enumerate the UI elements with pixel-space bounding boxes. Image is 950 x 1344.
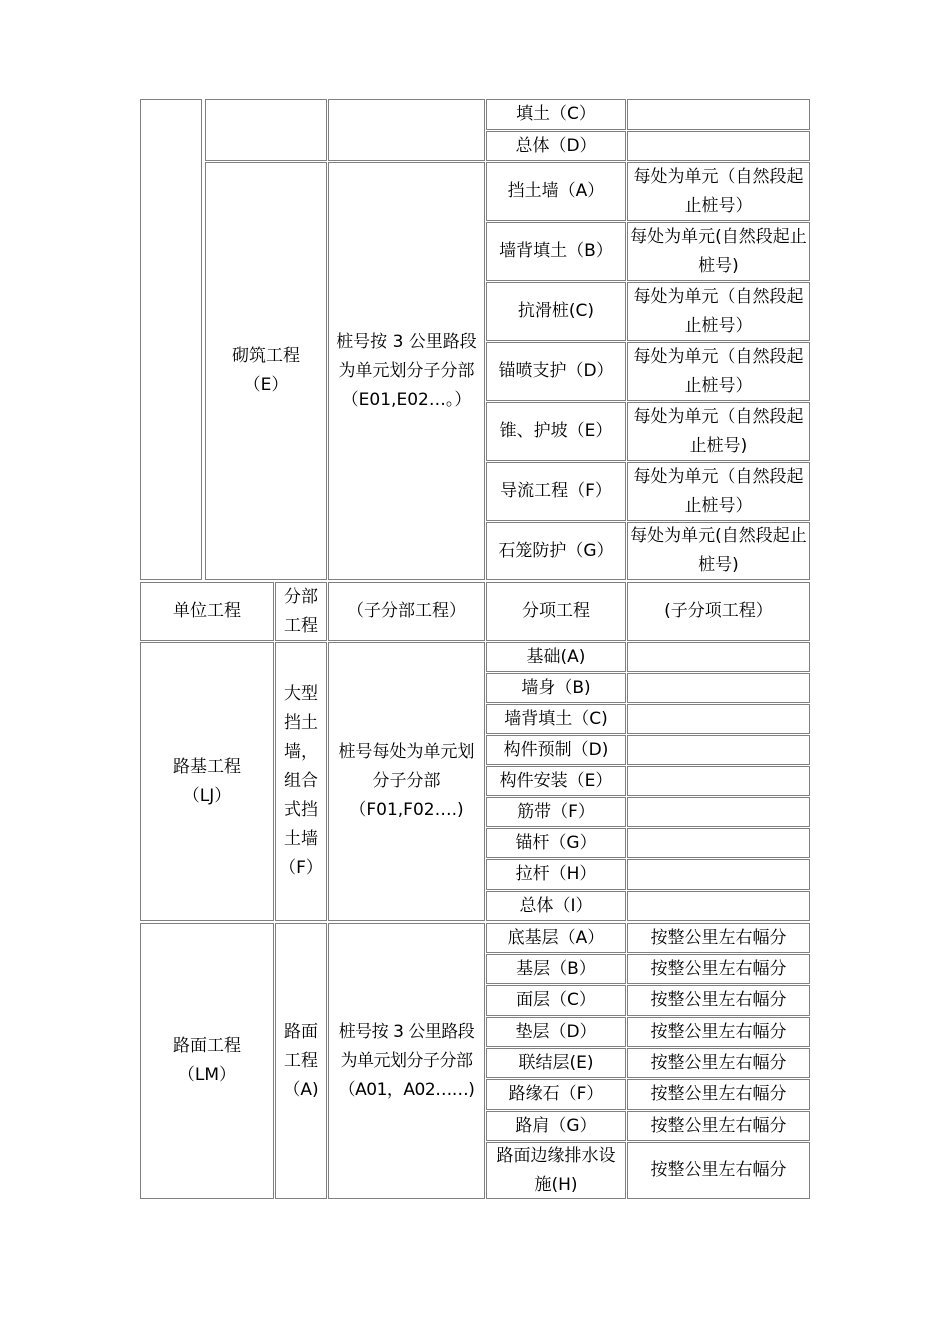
item-cell: 填土（C） [486, 99, 626, 130]
sub-item-cell-empty [627, 766, 810, 796]
sub-item-cell-empty [627, 797, 810, 827]
sub-item-cell-empty [627, 673, 810, 703]
header-unit: 单位工程 [140, 582, 274, 641]
sub-item-cell-empty [627, 891, 810, 921]
sub-item-cell: 每处为单元（自然段起止桩号) [627, 402, 810, 461]
item-cell: 墙背填土（C) [486, 704, 626, 734]
sub-item-cell: 按整公里左右幅分 [627, 1048, 810, 1078]
sub-item-cell-empty [627, 99, 810, 130]
sub-item-cell: 按整公里左右幅分 [627, 1079, 810, 1110]
sub-item-cell-empty [627, 131, 810, 161]
sub-item-cell-empty [627, 859, 810, 890]
item-cell: 拉杆（H） [486, 859, 626, 890]
item-cell: 路肩（G） [486, 1111, 626, 1141]
header-child-part: （子分部工程） [328, 582, 485, 641]
sub-item-cell: 按整公里左右幅分 [627, 1111, 810, 1141]
item-cell: 抗滑桩(C) [486, 282, 626, 341]
item-cell: 锚杆（G） [486, 828, 626, 858]
item-cell: 挡土墙（A） [486, 162, 626, 221]
item-cell: 基础(A) [486, 642, 626, 672]
sub-item-cell: 每处为单元(自然段起止桩号) [627, 222, 810, 281]
header-item: 分项工程 [486, 582, 626, 641]
part-cell-masonry: 砌筑工程（E） [205, 162, 327, 580]
item-cell: 垫层（D） [486, 1017, 626, 1047]
sub-item-cell-empty [627, 735, 810, 765]
item-cell: 构件预制（D) [486, 735, 626, 765]
item-cell: 路缘石（F） [486, 1079, 626, 1110]
unit-cell-pavement: 路面工程（LM） [140, 923, 274, 1199]
sub-item-cell-empty [627, 704, 810, 734]
item-cell: 锥、护坡（E） [486, 402, 626, 461]
sub-item-cell: 按整公里左右幅分 [627, 954, 810, 984]
item-cell: 路面边缘排水设施(H) [486, 1142, 626, 1199]
item-cell: 总体（D） [486, 131, 626, 161]
sub-item-cell: 每处为单元（自然段起止桩号） [627, 342, 810, 401]
sub-item-cell: 每处为单元(自然段起止桩号) [627, 522, 810, 580]
header-child-item: (子分项工程） [627, 582, 810, 641]
item-cell: 构件安装（E） [486, 766, 626, 796]
sub-item-cell: 每处为单元（自然段起止桩号） [627, 282, 810, 341]
part-cell-pavement: 路面工程（A) [275, 923, 327, 1199]
item-cell: 石笼防护（G） [486, 522, 626, 580]
item-cell: 墙背填土（B） [486, 222, 626, 281]
item-cell: 筋带（F） [486, 797, 626, 827]
sub-item-cell: 按整公里左右幅分 [627, 985, 810, 1016]
part-cell-empty [205, 99, 327, 161]
sub-item-cell: 按整公里左右幅分 [627, 1142, 810, 1199]
child-part-cell-masonry: 桩号按 3 公里路段为单元划分子分部（E01,E02…。） [328, 162, 485, 580]
child-part-cell-empty [328, 99, 485, 161]
child-part-cell-roadbed: 桩号每处为单元划分子分部（F01,F02….) [328, 642, 485, 921]
item-cell: 导流工程（F） [486, 462, 626, 521]
item-cell: 总体（I） [486, 891, 626, 921]
child-part-cell-pavement: 桩号按 3 公里路段为单元划分子分部（A01，A02……) [328, 923, 485, 1199]
item-cell: 面层（C） [486, 985, 626, 1016]
sub-item-cell-empty [627, 828, 810, 858]
header-part: 分部工程 [275, 582, 327, 641]
item-cell: 锚喷支护（D） [486, 342, 626, 401]
item-cell: 墙身（B) [486, 673, 626, 703]
part-cell-retaining-wall: 大型挡土墙，组合式挡土墙（F） [275, 642, 327, 921]
sub-item-cell: 按整公里左右幅分 [627, 923, 810, 953]
unit-cell-empty [140, 99, 202, 580]
sub-item-cell-empty [627, 642, 810, 672]
unit-cell-roadbed: 路基工程（LJ） [140, 642, 274, 921]
item-cell: 底基层（A） [486, 923, 626, 953]
item-cell: 基层（B） [486, 954, 626, 984]
sub-item-cell: 每处为单元（自然段起止桩号） [627, 162, 810, 221]
item-cell: 联结层(E) [486, 1048, 626, 1078]
sub-item-cell: 按整公里左右幅分 [627, 1017, 810, 1047]
sub-item-cell: 每处为单元（自然段起止桩号） [627, 462, 810, 521]
